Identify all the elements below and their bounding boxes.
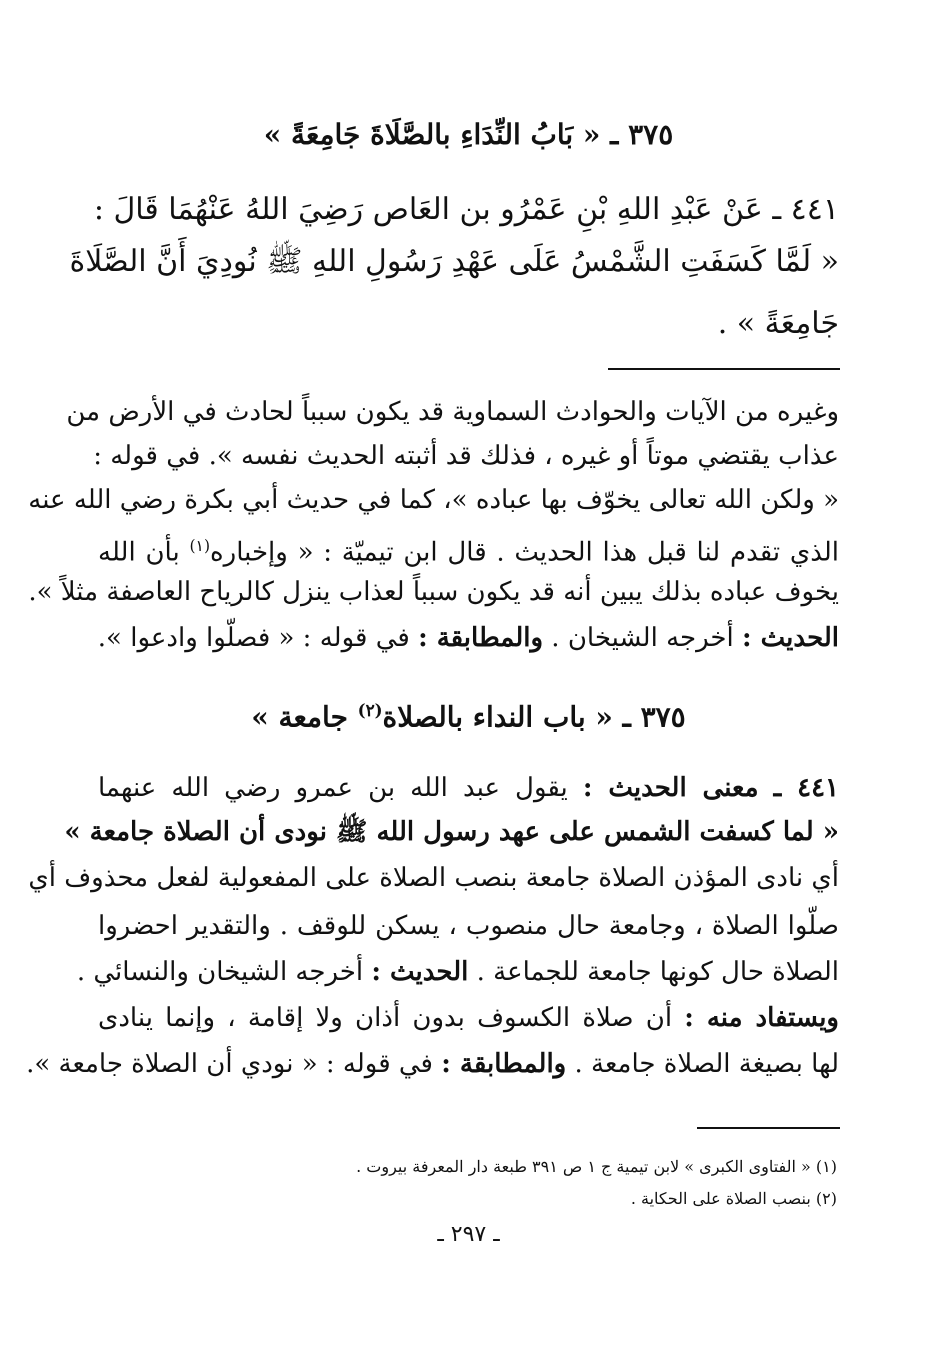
explanation-opening-text: يقول عبد الله بن عمرو رضي الله عنهما — [98, 773, 568, 803]
term-mutabaqa: والمطابقة : — [418, 623, 544, 653]
hadith-line-1: ٤٤١ ـ عَنْ عَبْدِ اللهِ بْنِ عَمْرُو بن العَاص رَضِيَ اللهُ عَنْهُمَا قَالَ : — [93, 192, 839, 227]
term-mutabaqa-2: والمطابقة : — [441, 1049, 567, 1079]
commentary-line-4-text: الذي تقدم لنا قبل هذا الحديث . قال ابن تيميّة : « وإخباره — [210, 537, 839, 568]
commentary-line-4-tail: بأن الله — [98, 537, 180, 568]
explanation-line-6-text: أن صلاة الكسوف بدون أذان ولا إقامة ، وإنما ينادى — [98, 1003, 673, 1033]
explanation-line-5 — [76, 952, 839, 992]
footnote-divider — [697, 1127, 840, 1129]
term-hadith: الحديث : — [742, 623, 839, 653]
section-heading-2-text: ٣٧٥ ـ « باب النداء بالصلاة — [382, 700, 686, 734]
section-heading-2-tail: جامعة » — [251, 700, 348, 734]
hadith-line-3: جَامِعَةً » . — [717, 306, 839, 341]
commentary-line-3: « ولكن الله تعالى يخوّف بها عباده »، كما في حديث أبي بكرة رضي الله عنه — [28, 485, 839, 515]
explanation-line-4: صلّوا الصلاة ، وجامعة حال منصوب ، يسكن للوقف . والتقدير احضروا — [98, 911, 839, 941]
explanation-line-7-a: لها بصيغة الصلاة جامعة . — [574, 1049, 839, 1079]
explanation-line-5-a: الصلاة حال كونها جامعة للجماعة . — [476, 957, 839, 987]
explanation-line-7 — [26, 1044, 839, 1084]
section-heading-2 — [98, 700, 839, 733]
hadith-number: ٤٤١ ـ — [773, 773, 840, 803]
footnote-2: (٢) بنصب الصلاة على الحكاية . — [630, 1189, 837, 1208]
commentary-line-4 — [98, 526, 839, 573]
explanation-line-6 — [98, 998, 839, 1038]
section-divider — [608, 368, 840, 370]
explanation-line-5-b: أخرجه الشيخان والنسائي . — [76, 957, 364, 987]
footnote-1: (١) « الفتاوى الكبرى » لابن تيمية ج ١ ص ٣٩١ طبعة دار المعرفة بيروت . — [356, 1157, 837, 1176]
section-heading-1: ٣٧٥ ـ « بَابُ النِّدَاءِ بالصَّلَاةَ جَامِعَةً » — [263, 118, 674, 151]
commentary-line-6-a: أخرجه الشيخان . — [551, 623, 734, 653]
explanation-line-1 — [98, 768, 839, 808]
footnote-ref-2: (٢) — [357, 700, 383, 720]
explanation-quote-line: « لما كسفت الشمس على عهد رسول الله ﷺ نودى أن الصلاة جامعة » — [64, 817, 839, 847]
page-number: ـ ٢٩٧ ـ — [437, 1222, 500, 1247]
commentary-line-6 — [98, 618, 839, 658]
commentary-line-2: عذاب يقتضي موتاً أو غيره ، فذلك قد أثبته الحديث نفسه ». في قوله : — [93, 441, 839, 471]
footnote-ref-1: (١) — [189, 537, 211, 555]
hadith-line-2: « لَمَّا كَسَفَتِ الشَّمْسُ عَلَى عَهْدِ رَسُولِ اللهِ ﷺ نُودِيَ أَنَّ الصَّلَاةَ — [69, 244, 839, 279]
commentary-line-6-b: في قوله : « فصلّوا وادعوا ». — [97, 623, 410, 653]
commentary-line-1: وغيره من الآيات والحوادث السماوية قد يكون سبباً لحادث في الأرض من — [66, 397, 839, 427]
term-yustafad: ويستفاد منه : — [684, 1003, 839, 1033]
explanation-line-7-b: في قوله : « نودي أن الصلاة جامعة ». — [26, 1049, 433, 1079]
term-hadith-2: الحديث : — [371, 957, 469, 987]
explanation-line-3: أي نادى المؤذن الصلاة جامعة بنصب الصلاة على المفعولية لفعل محذوف أي — [28, 863, 839, 893]
commentary-line-5: يخوف عباده بذلك يبين أنه قد يكون سبباً لعذاب ينزل كالرياح العاصفة مثلاً ». — [28, 577, 839, 607]
term-meaning: معنى الحديث : — [582, 773, 759, 803]
